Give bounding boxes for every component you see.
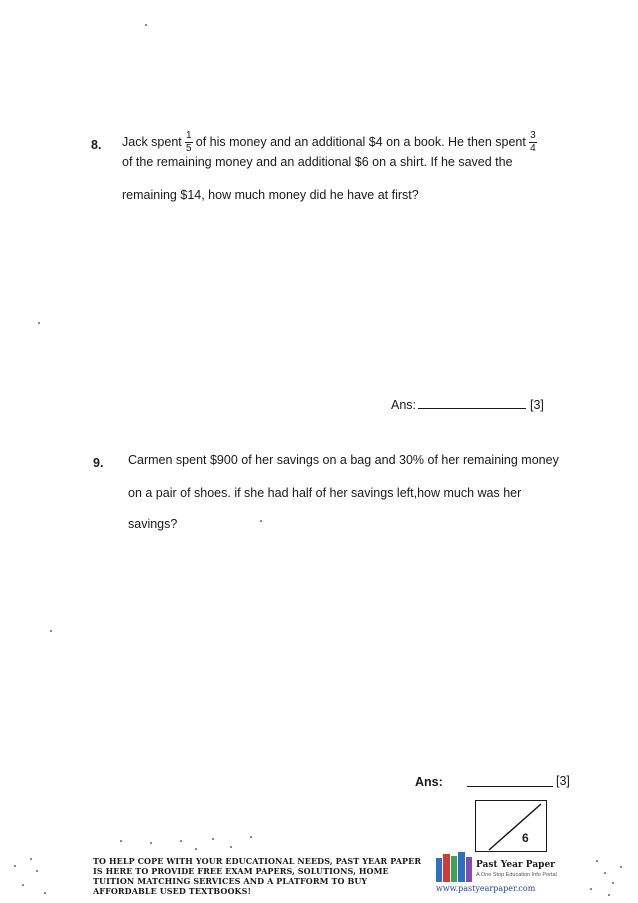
question-8-text-b: of his money and an additional $4 on a book. He then spent [195, 134, 526, 149]
question-9-line-1: Carmen spent $900 of her savings on a bag and 30% of her remaining money [128, 453, 559, 467]
footer-line-1: TO HELP COPE WITH YOUR EDUCATIONAL NEEDS, PAST YEAR PAPER [93, 856, 422, 866]
books-icon [436, 852, 472, 882]
question-8-line-1 [122, 129, 572, 155]
score-box [475, 800, 547, 852]
footer-promo [93, 856, 421, 896]
footer-line-4: AFFORDABLE USED TEXTBOOKS! [93, 886, 252, 896]
question-9-answer-label: Ans: [415, 775, 443, 789]
past-year-paper-logo [432, 850, 582, 898]
logo-title: Past Year Paper [476, 860, 555, 870]
question-9-line-2: on a pair of shoes. if she had half of her savings left,how much was her [128, 486, 522, 500]
question-8-line-3: remaining $14, how much money did he have at first? [122, 188, 419, 202]
question-8-line-2: of the remaining money and an additional $6 on a shirt. If he saved the [122, 155, 513, 169]
footer-line-3: TUITION MATCHING SERVICES AND A PLATFORM TO BUY [93, 876, 368, 886]
question-9-line-3: savings? [128, 517, 178, 531]
question-8-marks: [3] [530, 398, 544, 412]
logo-url-link[interactable]: www.pastyearpaper.com [436, 884, 536, 893]
question-8-answer-label: Ans: [391, 398, 417, 412]
question-9-number: 9. [93, 456, 104, 470]
question-8-number: 8. [91, 138, 102, 152]
footer-line-2: IS HERE TO PROVIDE FREE EXAM PAPERS, SOLUTIONS, HOME [93, 866, 389, 876]
score-value: 6 [522, 831, 529, 845]
fraction-three-quarters: $\frac{3}{4}$ [530, 129, 536, 154]
logo-tagline: A One Stop Education Info Portal [476, 872, 557, 878]
question-9-marks: [3] [556, 774, 570, 788]
question-8-answer-line[interactable] [418, 408, 526, 409]
question-8-text-a: Jack spent [122, 134, 182, 149]
score-box-diagonal [475, 800, 547, 852]
question-9-answer-line[interactable] [467, 786, 553, 787]
fraction-one-fifth: $\frac{1}{5}$ [185, 129, 192, 154]
